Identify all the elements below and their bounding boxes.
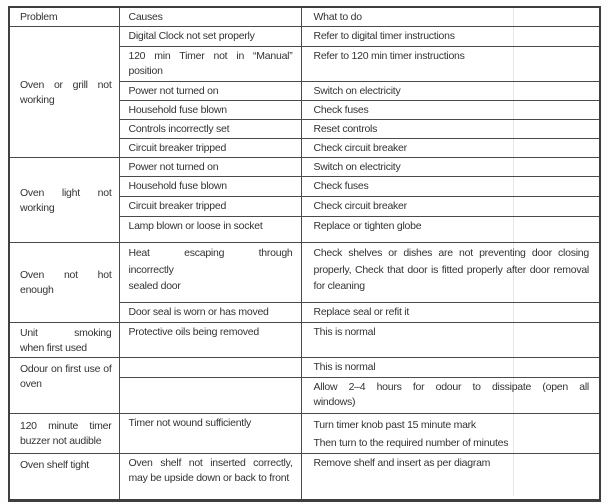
cause-cell: [119, 378, 301, 414]
problem-cell: Oven or grill not working: [9, 27, 119, 158]
action-cell: Check circuit breaker: [301, 197, 600, 217]
action-cell: Check shelves or dishes are not preventing door closing properly, Check that door is fitted properly after door removal for cleaning: [301, 243, 600, 303]
action-cell: Check fuses: [301, 101, 600, 120]
action-cell: Replace seal or refit it: [301, 303, 600, 323]
action-cell: Switch on electricity: [301, 82, 600, 101]
action-cell: Refer to digital timer instructions: [301, 27, 600, 47]
problem-cell: 120 minute timer buzzer not audible: [9, 414, 119, 454]
table-row: [9, 414, 600, 454]
problem-cell: Odour on first use of oven: [9, 358, 119, 414]
table-row: [9, 358, 600, 378]
action-cell: Check circuit breaker: [301, 139, 600, 158]
cause-cell: Household fuse blown: [119, 177, 301, 197]
table-row: [9, 158, 600, 177]
table-row: [9, 243, 600, 303]
cause-cell: Timer not wound sufficiently: [119, 414, 301, 454]
troubleshooting-table: [8, 6, 601, 502]
action-cell: Replace or tighten globe: [301, 217, 600, 243]
problem-cell: Oven light not working: [9, 158, 119, 243]
problem-cell: Oven not hot enough: [9, 243, 119, 323]
cause-cell: [119, 358, 301, 378]
cause-cell: Household fuse blown: [119, 101, 301, 120]
action-cell: Reset controls: [301, 120, 600, 139]
cause-cell: Power not turned on: [119, 82, 301, 101]
action-cell: Allow 2–4 hours for odour to dissipate (open all windows): [301, 378, 600, 414]
action-cell: Refer to 120 min timer instructions: [301, 47, 600, 82]
action-cell: Check fuses: [301, 177, 600, 197]
column-header-causes: Causes: [119, 7, 301, 27]
problem-cell: Oven shelf tight: [9, 454, 119, 501]
cause-cell: Heat escaping through incorrectly sealed door: [119, 243, 301, 303]
header-row: [9, 7, 600, 27]
action-cell: This is normal: [301, 358, 600, 378]
cause-cell: Door seal is worn or has moved: [119, 303, 301, 323]
cause-cell: Protective oils being removed: [119, 323, 301, 358]
cause-cell: Digital Clock not set properly: [119, 27, 301, 47]
action-cell: This is normal: [301, 323, 600, 358]
cause-cell: Oven shelf not inserted correctly, may be upside down or back to front: [119, 454, 301, 501]
cause-cell: Circuit breaker tripped: [119, 139, 301, 158]
cause-cell: Power not turned on: [119, 158, 301, 177]
cause-cell: Controls incorrectly set: [119, 120, 301, 139]
cause-cell: Circuit breaker tripped: [119, 197, 301, 217]
cause-cell: 120 min Timer not in “Manual” position: [119, 47, 301, 82]
action-cell: Switch on electricity: [301, 158, 600, 177]
table-row: [9, 323, 600, 358]
cause-cell: Lamp blown or loose in socket: [119, 217, 301, 243]
table-row: [9, 27, 600, 47]
problem-cell: Unit smoking when first used: [9, 323, 119, 358]
action-cell: Turn timer knob past 15 minute mark Then turn to the required number of minutes: [301, 414, 600, 454]
column-header-problem: Problem: [9, 7, 119, 27]
action-cell: Remove shelf and insert as per diagram: [301, 454, 600, 501]
table-row: [9, 454, 600, 501]
column-header-what-to-do: What to do: [301, 7, 600, 27]
